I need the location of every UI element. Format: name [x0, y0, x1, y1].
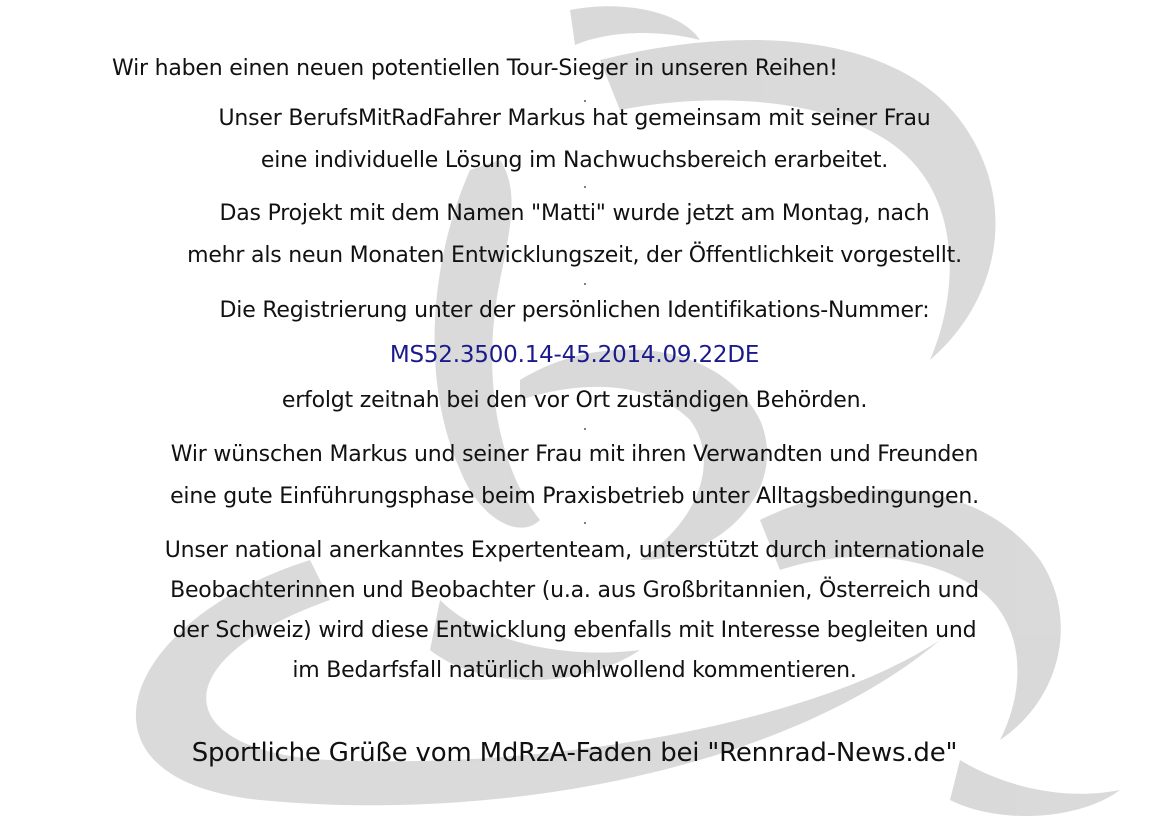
para3-line1: Die Registrierung unter der persönlichen Identifikations-Nummer:	[219, 298, 930, 323]
para4-line1: Wir wünschen Markus und seiner Frau mit ihren Verwandten und Freunden	[170, 442, 979, 467]
para5-line3: der Schweiz) wird diese Entwicklung ebenfalls mit Interesse begleiten und	[172, 618, 977, 643]
para5-line2: Beobachterinnen und Beobachter (u.a. aus Großbritannien, Österreich und	[170, 578, 979, 603]
separator-dot	[584, 522, 586, 524]
para2-line2: mehr als neun Monaten Entwicklungszeit, der Öffentlichkeit vorgestellt.	[187, 243, 962, 268]
separator-dot	[584, 100, 586, 102]
closing-greeting: Sportliche Grüße vom MdRzA-Faden bei "Rennrad-News.de"	[191, 738, 958, 768]
para5-line4: im Bedarfsfall natürlich wohlwollend kommentieren.	[292, 658, 857, 683]
intro-line: Wir haben einen neuen potentiellen Tour-Sieger in unseren Reihen!	[112, 56, 838, 81]
para1-line2: eine individuelle Lösung im Nachwuchsbereich erarbeitet.	[260, 148, 889, 173]
separator-dot	[584, 283, 586, 285]
separator-dot	[584, 186, 586, 188]
para3-line3: erfolgt zeitnah bei den vor Ort zuständigen Behörden.	[281, 388, 868, 413]
para2-line1: Das Projekt mit dem Namen "Matti" wurde jetzt am Montag, nach	[219, 201, 930, 226]
para1-line1: Unser BerufsMitRadFahrer Markus hat gemeinsam mit seiner Frau	[218, 106, 931, 131]
para4-line2: eine gute Einführungsphase beim Praxisbetrieb unter Alltagsbedingungen.	[170, 484, 979, 509]
identification-number: MS52.3500.14-45.2014.09.22DE	[389, 342, 760, 368]
para5-line1: Unser national anerkanntes Expertenteam, unterstützt durch internationale	[164, 538, 985, 563]
separator-dot	[584, 428, 586, 430]
